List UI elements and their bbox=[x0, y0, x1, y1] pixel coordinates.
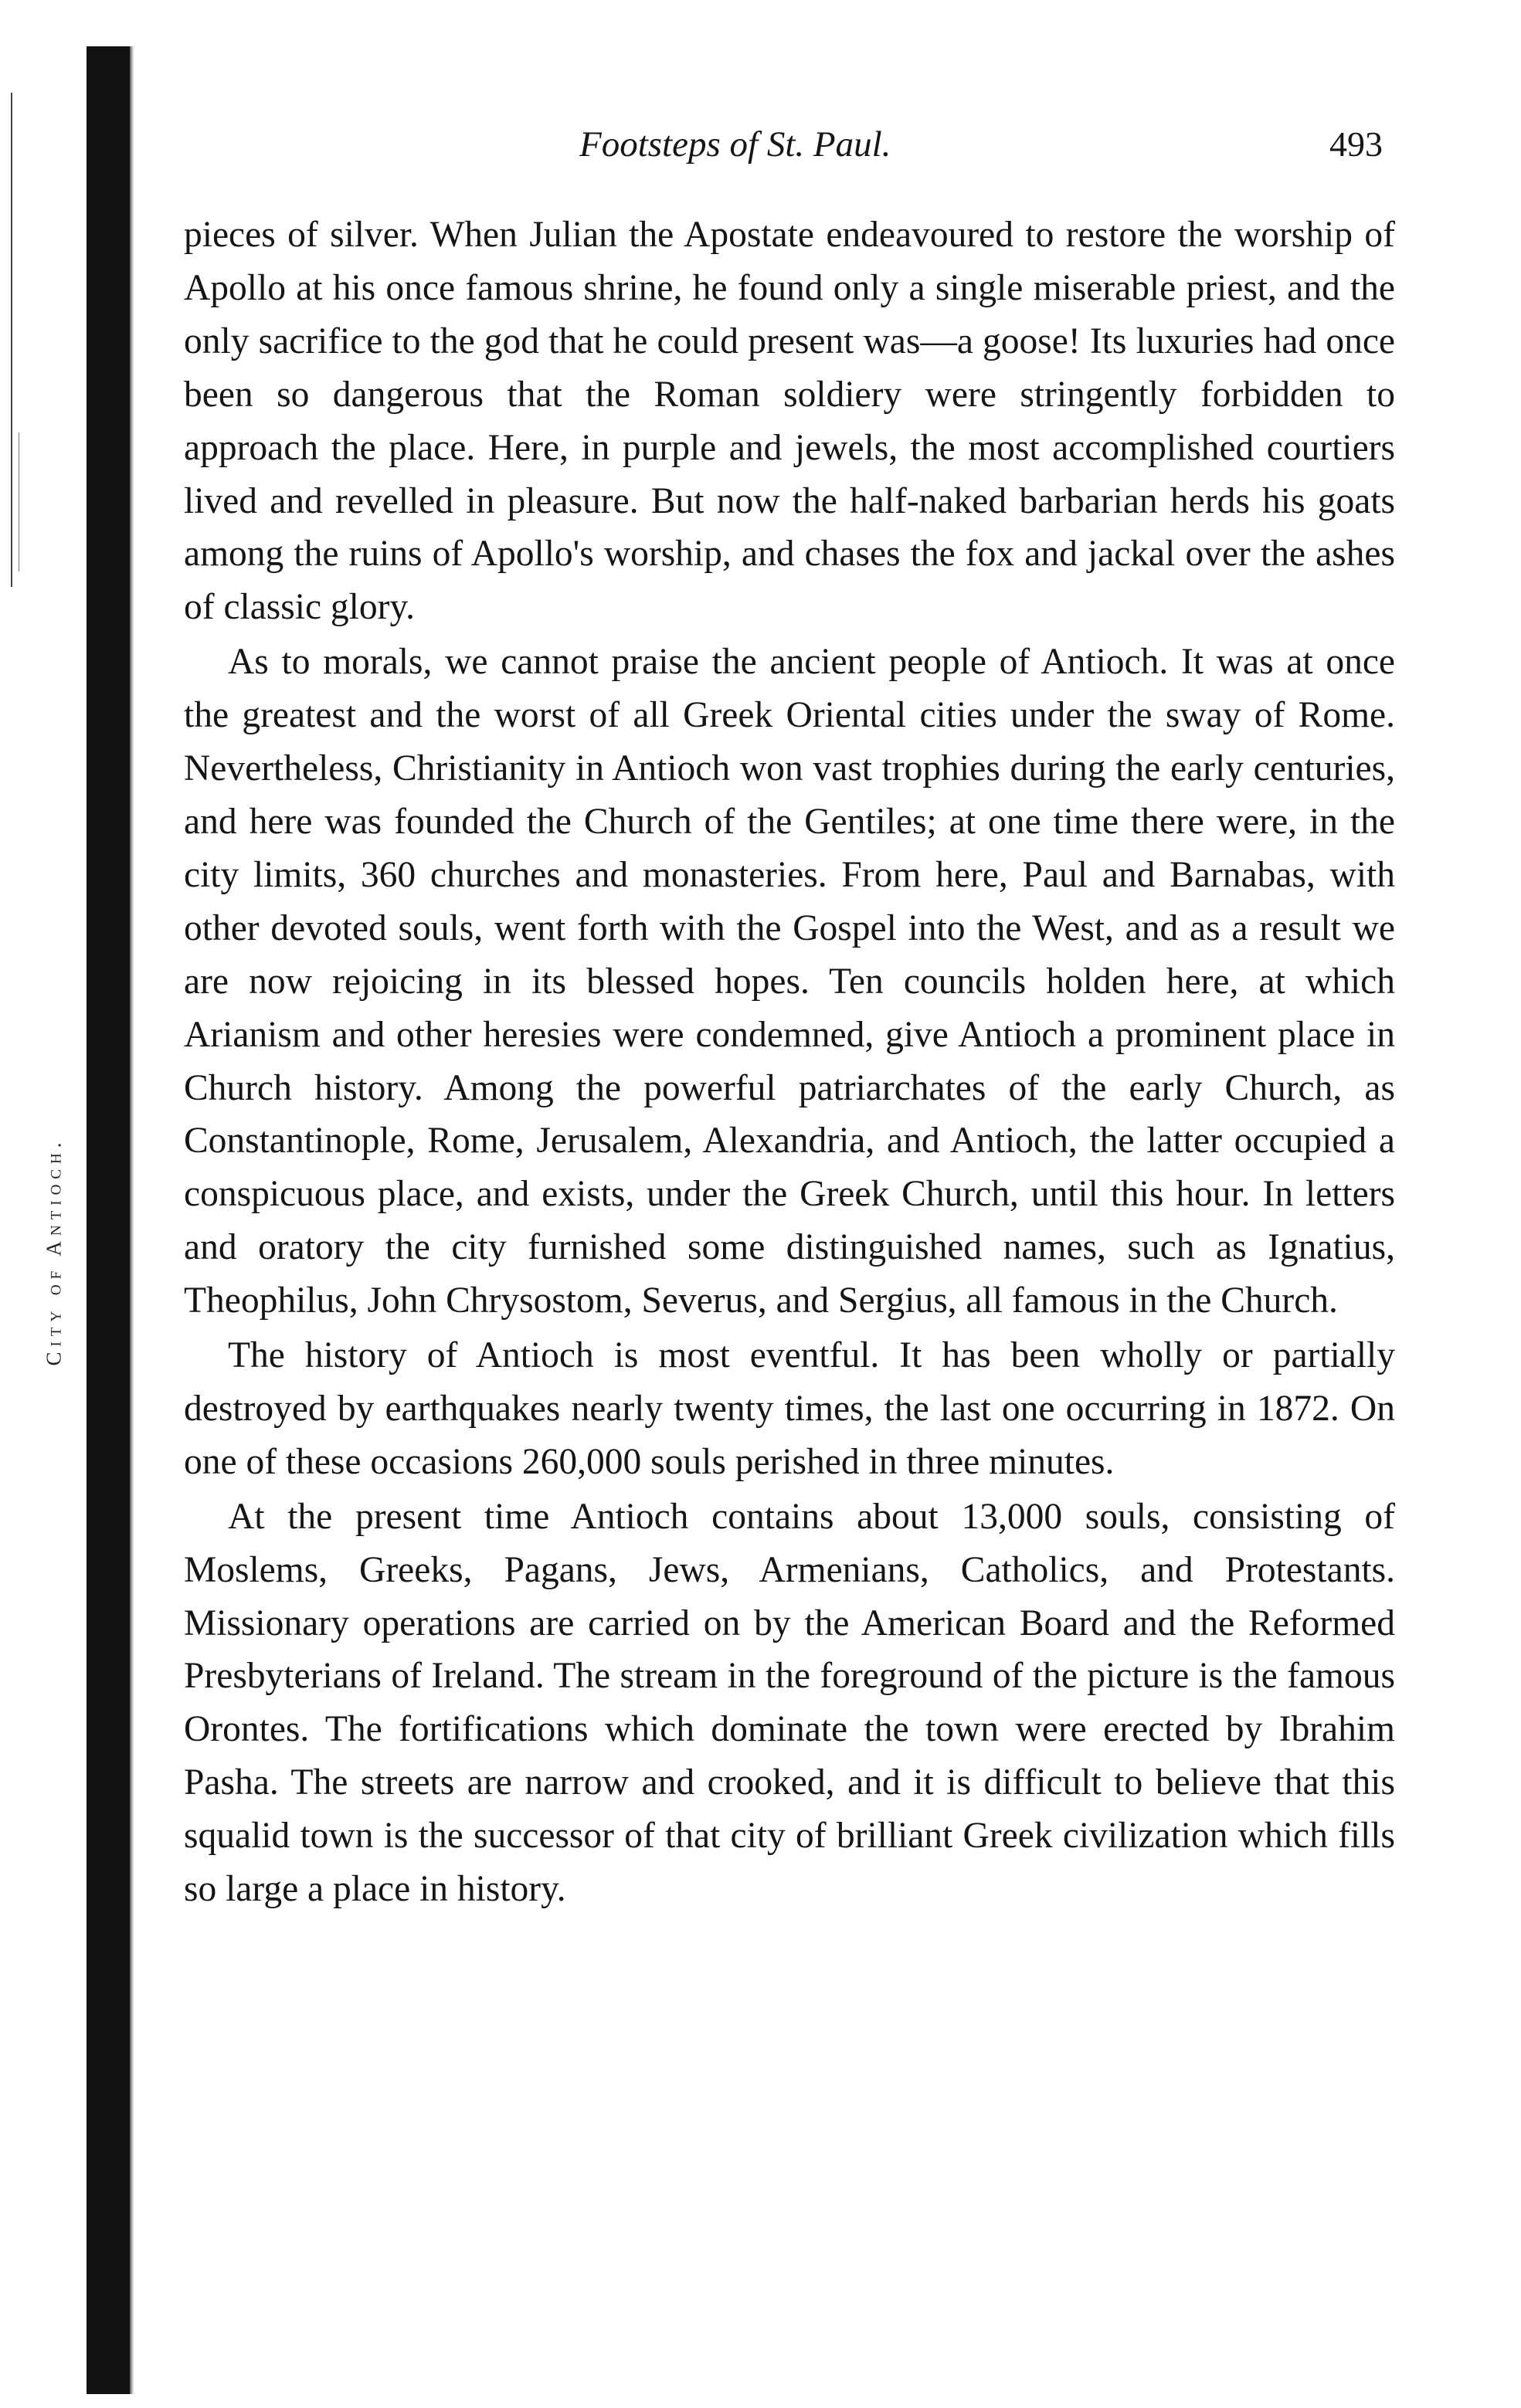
margin-line bbox=[11, 93, 15, 587]
body-text bbox=[184, 209, 1395, 1916]
plate-caption-text: City of Antioch. bbox=[42, 1137, 66, 1365]
paragraph-4: At the present time Antioch contains about 13,000 souls, consisting of Moslems, Greeks, Pagans, Jews, Armenians, Catholics, and Protestants. Missionary operations are carried on by the American Board and the Reformed Presbyterians of Ireland. The stream in the foreground of the picture is the famous Orontes. The fortifications which dominate the town were erected by Ibrahim Pasha. The streets are narrow and crooked, and it is difficult to believe that this squalid town is the successor of that city of brilliant Greek civilization which fills so large a place in history. bbox=[184, 1496, 1395, 1910]
paragraph-2: As to morals, we cannot praise the ancient people of Antioch. It was at once the greatest and the worst of all Greek Oriental cities under the sway of Rome. Nevertheless, Christianity in Antioch won vast trophies during the early centuries, and here was founded the Church of the Gentiles; at one time there were, in the city limits, 360 churches and monasteries. From here, Paul and Barnabas, with other devoted souls, went forth with the Gospel into the West, and as a result we are now rejoicing in its blessed hopes. Ten councils holden here, at which Arianism and other heresies were condemned, give Antioch a prominent place in Church history. Among the powerful patriarchates of the early Church, as Constantinople, Rome, Jerusalem, Alexandria, and Antioch, the latter occupied a conspicuous place, and exists, under the Greek Church, until this hour. In letters and oratory the city furnished some distinguished names, such as Ignatius, Theophilus, John Chrysostom, Severus, and Sergius, all famous in the Church. bbox=[184, 642, 1395, 1321]
page-number: 493 bbox=[1329, 124, 1383, 164]
running-head bbox=[185, 124, 1390, 170]
binding-strip bbox=[87, 46, 130, 2394]
paragraph-1: pieces of silver. When Julian the Apostate endeavoured to restore the worship of Apollo at his once famous shrine, he found only a single miserable priest, and the only sacrifice to the god that he could present was—a goose! Its luxuries had once been so dangerous that the Roman soldiery were stringently forbidden to approach the place. Here, in purple and jewels, the most accomplished courtiers lived and revelled in pleasure. But now the half-naked barbarian herds his goats among the ruins of Apollo's worship, and chases the fox and jackal over the ashes of classic glory. bbox=[184, 215, 1395, 628]
margin-line bbox=[19, 432, 22, 571]
paragraph-3: The history of Antioch is most eventful. It has been wholly or partially destroyed by earthquakes nearly twenty times, the last one occurring in 1872. On one of these occasions 260,000 souls perished in three minutes. bbox=[184, 1335, 1395, 1482]
plate-caption bbox=[39, 1035, 70, 1467]
binding-edge bbox=[130, 46, 134, 2394]
running-title: Footsteps of St. Paul. bbox=[579, 124, 891, 164]
